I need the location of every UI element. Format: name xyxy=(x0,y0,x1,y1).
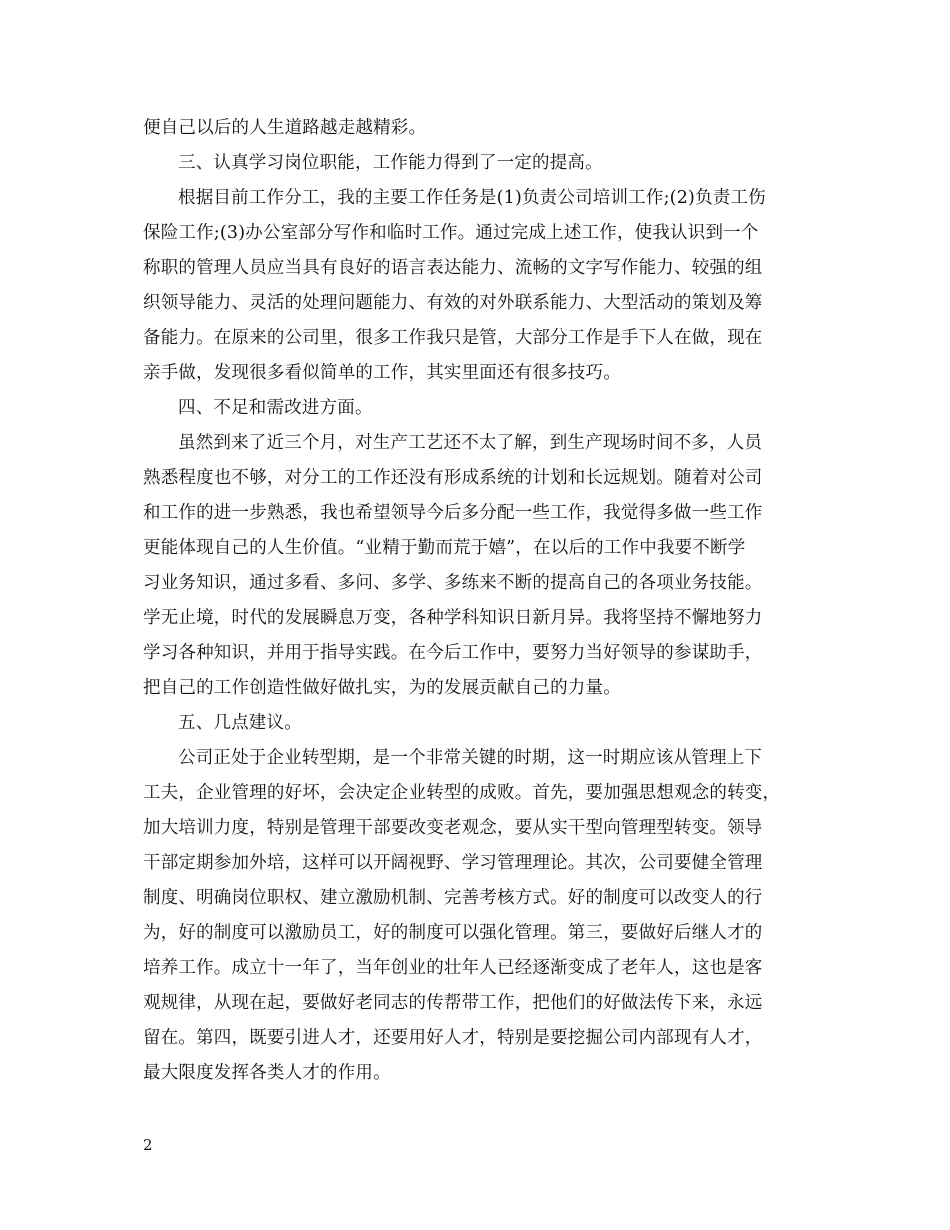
text-line: 虽然到来了近三个月，对生产工艺还不太了解，到生产现场时间不多，人员 xyxy=(178,433,763,453)
text-line: 保险工作;(3)办公室部分写作和临时工作。通过完成上述工作，使我认识到一个 xyxy=(143,223,759,243)
text-line: 学习各种知识，并用于指导实践。在今后工作中，要努力当好领导的参谋助手， xyxy=(143,643,763,663)
text-line: 根据目前工作分工，我的主要工作任务是(1)负责公司培训工作;(2)负责工伤 xyxy=(178,188,766,208)
text-line: 亲手做，发现很多看似简单的工作，其实里面还有很多技巧。 xyxy=(143,363,621,383)
text-line: 学无止境，时代的发展瞬息万变，各种学科知识日新月异。我将坚持不懈地努力 xyxy=(143,608,763,628)
page-number: 2 xyxy=(143,1136,153,1154)
text-line: 最大限度发挥各类人才的作用。 xyxy=(143,1063,391,1083)
text-line: 培养工作。成立十一年了，当年创业的壮年人已经逐渐变成了老年人，这也是客 xyxy=(143,958,763,978)
text-line: 工夫，企业管理的好坏，会决定企业转型的成败。首先，要加强思想观念的转变， xyxy=(143,783,781,803)
text-line: 称职的管理人员应当具有良好的语言表达能力、流畅的文字写作能力、较强的组 xyxy=(143,258,763,278)
text-line: 为，好的制度可以激励员工，好的制度可以强化管理。第三，要做好后继人才的 xyxy=(143,923,763,943)
text-line: 习业务知识，通过多看、多问、多学、多练来不断的提高自己的各项业务技能。 xyxy=(143,573,763,593)
text-line: 织领导能力、灵活的处理问题能力、有效的对外联系能力、大型活动的策划及筹 xyxy=(143,293,763,313)
text-line: 把自己的工作创造性做好做扎实，为的发展贡献自己的力量。 xyxy=(143,678,621,698)
text-line: 留在。第四，既要引进人才，还要用好人才，特别是要挖掘公司内部现有人才， xyxy=(143,1028,763,1048)
text-line: 加大培训力度，特别是管理干部要改变老观念，要从实干型向管理型转变。领导 xyxy=(143,818,763,838)
text-line: 公司正处于企业转型期，是一个非常关键的时期，这一时期应该从管理上下 xyxy=(178,748,763,768)
text-line: 熟悉程度也不够，对分工的工作还没有形成系统的计划和长远规划。随着对公司 xyxy=(143,468,763,488)
text-line: 便自己以后的人生道路越走越精彩。 xyxy=(143,118,427,138)
text-line: 和工作的进一步熟悉，我也希望领导今后多分配一些工作，我觉得多做一些工作 xyxy=(143,503,763,523)
section-heading: 三、认真学习岗位职能，工作能力得到了一定的提高。 xyxy=(178,153,603,173)
text-line: 干部定期参加外培，这样可以开阔视野、学习管理理论。其次，公司要健全管理 xyxy=(143,853,763,873)
text-line: 观规律，从现在起，要做好老同志的传帮带工作，把他们的好做法传下来，永远 xyxy=(143,993,763,1013)
text-line: 制度、明确岗位职权、建立激励机制、完善考核方式。好的制度可以改变人的行 xyxy=(143,888,763,908)
section-heading: 四、不足和需改进方面。 xyxy=(178,398,373,418)
text-line: 备能力。在原来的公司里，很多工作我只是管，大部分工作是手下人在做，现在 xyxy=(143,328,763,348)
text-line: 更能体现自己的人生价值。“业精于勤而荒于嬉”，在以后的工作中我要不断学 xyxy=(143,538,746,558)
section-heading: 五、几点建议。 xyxy=(178,713,302,733)
